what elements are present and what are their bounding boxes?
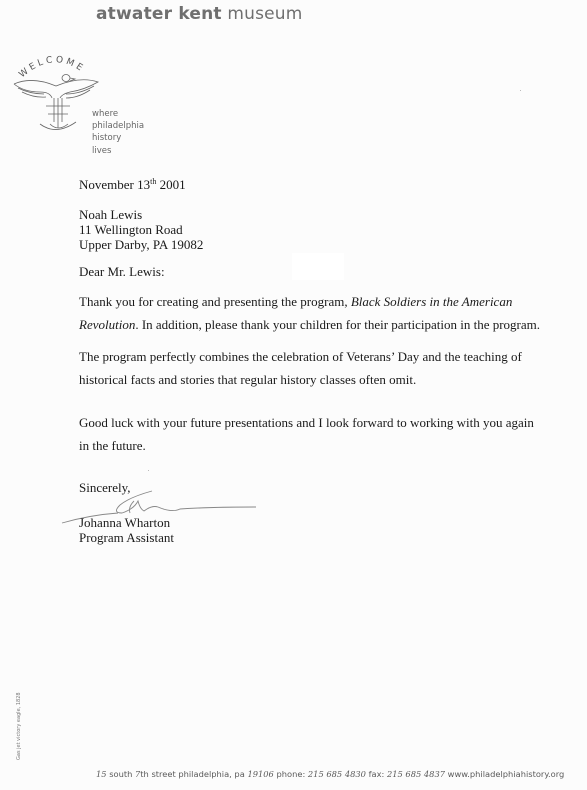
brand-rest: museum <box>221 4 303 24</box>
footer-text: th street philadelphia, pa <box>140 769 248 779</box>
paragraph-line: in the future. <box>79 438 146 453</box>
scan-speck <box>148 470 149 471</box>
paragraph-good-luck <box>79 411 534 457</box>
date-suffix: th <box>150 177 157 186</box>
fax-label: fax: <box>365 769 387 779</box>
footer-text: south <box>106 769 136 779</box>
text-run: Thank you for creating and presenting the program, <box>79 294 351 309</box>
program-title: Revolution <box>79 317 136 332</box>
website-link[interactable]: www.philadelphiahistory.org <box>445 769 565 779</box>
signature-block <box>79 515 174 545</box>
museum-tagline <box>92 108 144 157</box>
tagline-line: where <box>92 109 119 119</box>
date-year: 2001 <box>156 177 186 192</box>
paragraph-line <box>79 290 540 313</box>
salutation: Dear Mr. Lewis: <box>79 264 165 279</box>
fax-number: 215 685 4837 <box>386 769 446 779</box>
text-run: . In addition, please thank your children for their participation in the program. <box>135 317 541 332</box>
eagle-logo-icon <box>10 48 102 138</box>
paragraph-line <box>79 313 540 336</box>
paragraph-line: historical facts and stories that regular history classes often omit. <box>79 372 417 387</box>
letter-date <box>79 177 186 192</box>
museum-brand <box>96 4 303 24</box>
tagline-line: history <box>92 133 122 144</box>
paragraph-line: The program perfectly combines the celebration of Veterans’ Day and the teaching of <box>79 349 522 364</box>
paragraph-thanks <box>79 290 540 336</box>
recipient-city: Upper Darby, PA 19082 <box>79 237 204 252</box>
signer-name: Johanna Wharton <box>79 515 171 530</box>
street-ordinal: 7 <box>135 769 141 779</box>
phone-label: phone: <box>273 769 308 779</box>
closing: Sincerely, <box>79 480 131 495</box>
redaction-block <box>292 253 344 280</box>
paragraph-line: Good luck with your future presentations and I look forward to working with you again <box>79 415 534 430</box>
zip-code: 19106 <box>247 769 274 779</box>
recipient-street: 11 Wellington Road <box>79 222 183 237</box>
tagline-line: philadelphia <box>92 121 145 132</box>
svg-text:WELCOME <box>18 55 87 80</box>
phone-number: 215 685 4830 <box>307 769 366 779</box>
recipient-name: Noah Lewis <box>79 207 143 222</box>
paragraph-program <box>79 345 522 391</box>
logo-caption: Gas jet victory eagle, 1828 <box>16 692 22 760</box>
brand-bold: atwater kent <box>96 4 222 24</box>
tagline-line: lives <box>92 145 112 156</box>
logo-welcome-text: WELCOME <box>17 55 87 81</box>
recipient-address <box>79 207 203 252</box>
footer-contact <box>96 769 564 779</box>
street-number: 15 <box>96 769 107 779</box>
program-title: Black Soldiers in the American <box>350 294 513 309</box>
scan-speck <box>520 90 521 91</box>
signer-title: Program Assistant <box>79 530 174 545</box>
date-main: November 13 <box>79 177 151 192</box>
